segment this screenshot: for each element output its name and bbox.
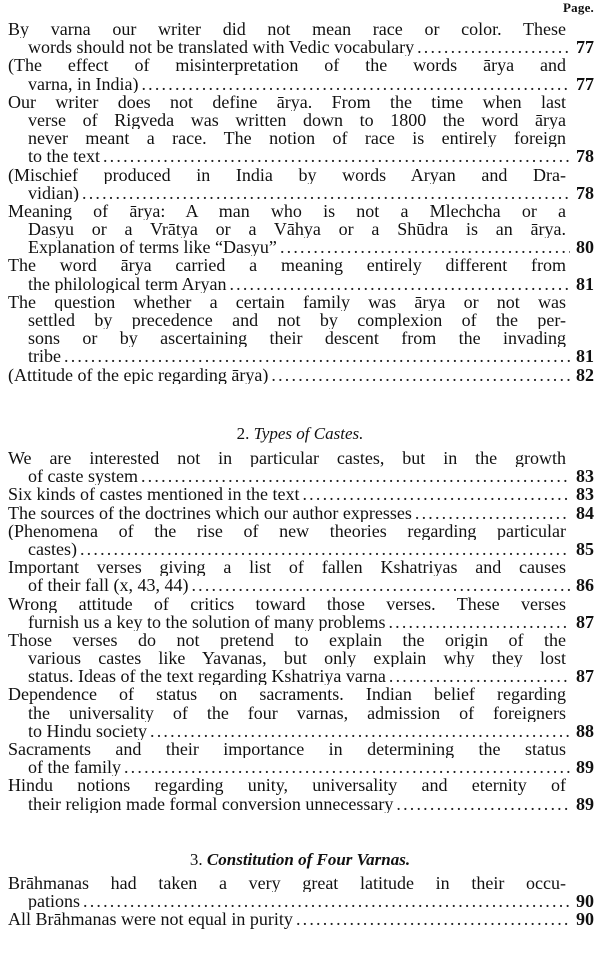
dot-leader	[302, 485, 570, 503]
toc-entry-line	[8, 595, 594, 613]
toc-entry-text: the philological term Aryan	[28, 274, 227, 293]
toc-entry-line	[8, 704, 594, 722]
toc-entry-text: (Mischief produced in India by words Aryan and Dra-	[8, 165, 566, 184]
toc-entry-text: never meant a race. The notion of race is entirely foreign	[28, 129, 566, 148]
toc-entry-line	[8, 449, 594, 467]
page-number: 77	[576, 74, 594, 93]
toc-entry-line	[8, 667, 594, 685]
toc-entry-text: settled by precedence and not by complexion of the per-	[28, 311, 566, 330]
section-2-heading	[0, 424, 600, 444]
toc-entry-line	[8, 202, 594, 220]
page-number: 83	[576, 485, 594, 504]
toc-entry-line	[8, 220, 594, 238]
toc-entry-text: Explanation of terms like “Dasyu”	[28, 238, 277, 257]
toc-block-section-2	[8, 449, 594, 813]
toc-entry-text: Wrong attitude of critics toward those verses. These verses	[8, 594, 566, 613]
toc-entry	[8, 631, 594, 686]
toc-entry-line	[8, 910, 594, 928]
toc-entry	[8, 93, 594, 166]
toc-entry-text: to Hindu society	[28, 721, 147, 740]
toc-entry-line	[8, 56, 594, 74]
toc-entry	[8, 293, 594, 366]
toc-entry-line	[8, 504, 594, 522]
toc-entry-text: (The effect of misinterpretation of the words ārya and	[8, 56, 566, 75]
toc-entry-text: The question whether a certain family was ārya or not was	[8, 292, 566, 311]
toc-entry-text: verse of Rigveda was written down to 1800 the word ārya	[28, 110, 566, 130]
toc-entry-line	[8, 147, 594, 165]
toc-entry-text: sons or by ascertaining their descent from the invading	[28, 329, 566, 348]
toc-entry-text: The sources of the doctrines which our author expresses	[8, 503, 412, 522]
toc-entry-text: tribe	[28, 347, 61, 366]
toc-entry-line	[8, 631, 594, 649]
toc-entry	[8, 256, 594, 292]
toc-entry	[8, 504, 594, 522]
page-number: 87	[576, 667, 594, 686]
page-number: 78	[576, 147, 594, 166]
toc-entry-line	[8, 685, 594, 703]
page-number: 80	[576, 238, 594, 257]
toc-entry-text: to the text	[28, 147, 100, 166]
dot-leader	[141, 467, 570, 485]
dot-leader	[229, 275, 570, 293]
toc-entry-text: status. Ideas of the text regarding Kshatriya varna	[28, 667, 386, 686]
toc-entry-text: We are interested not in particular castes, but in the growth	[8, 449, 566, 468]
page-number: 90	[576, 910, 594, 929]
toc-entry-text: Those verses do not pretend to explain the origin of the	[8, 630, 566, 650]
dot-leader	[103, 147, 570, 165]
toc-entry-text: of their fall (x, 43, 44)	[28, 576, 189, 595]
toc-entry-text: varna, in India)	[28, 74, 139, 93]
toc-entry-text: (Phenomena of the rise of new theories regarding particular	[8, 521, 566, 540]
dot-leader	[388, 613, 570, 631]
toc-entry	[8, 558, 594, 594]
toc-entry-text: of the family	[28, 758, 121, 777]
page-number: 90	[576, 892, 594, 911]
toc-entry-line	[8, 238, 594, 256]
toc-block-section-3	[8, 874, 594, 929]
toc-entry	[8, 874, 594, 910]
page-number: 81	[576, 347, 594, 366]
toc-entry-line	[8, 558, 594, 576]
dot-leader	[83, 892, 570, 910]
toc-entry-line	[8, 20, 594, 38]
dot-leader	[80, 540, 570, 558]
toc-entry-text: The word ārya carried a meaning entirely different from	[8, 256, 566, 275]
section-3-heading	[0, 850, 600, 870]
section-3-number: 3.	[189, 850, 203, 869]
toc-entry-line	[8, 184, 594, 202]
toc-entry-line	[8, 111, 594, 129]
section-2-number: 2.	[236, 424, 250, 443]
section-2-title: Types of Castes.	[253, 424, 364, 443]
dot-leader	[64, 347, 570, 365]
toc-entry-text: of caste system	[28, 467, 138, 486]
toc-entry-text: the universality of the four varnas, admission of foreigners	[28, 703, 566, 722]
dot-leader	[191, 576, 570, 594]
toc-entry	[8, 166, 594, 202]
toc-entry-text: Meaning of ārya: A man who is not a Mlechcha or a	[8, 201, 566, 221]
toc-entry-line	[8, 366, 594, 384]
toc-entry-line	[8, 576, 594, 594]
page-number: 77	[576, 38, 594, 57]
dot-leader	[271, 366, 570, 384]
toc-entry-line	[8, 467, 594, 485]
dot-leader	[417, 38, 570, 56]
toc-entry-line	[8, 795, 594, 813]
toc-entry-line	[8, 892, 594, 910]
page-number: 85	[576, 539, 594, 559]
toc-entry-text: their religion made formal conversion unnecessary	[28, 794, 394, 813]
toc-entry-text: (Attitude of the epic regarding ārya)	[8, 365, 269, 384]
toc-entry	[8, 776, 594, 812]
page-number: 86	[576, 576, 594, 595]
page-number: 83	[576, 467, 594, 486]
page-number: 87	[576, 612, 594, 631]
toc-entry	[8, 522, 594, 558]
toc-entry	[8, 202, 594, 257]
toc-entry	[8, 485, 594, 503]
section-3-title: Constitution of Four Varnas.	[206, 850, 411, 869]
toc-entry-line	[8, 540, 594, 558]
dot-leader	[396, 795, 570, 813]
toc-entry-line	[8, 256, 594, 274]
dot-leader	[124, 758, 570, 776]
toc-entry-line	[8, 758, 594, 776]
page-number: 84	[576, 503, 594, 522]
toc-entry-text: Brāhmanas had taken a very great latitude in their occu-	[8, 874, 566, 893]
dot-leader	[389, 667, 570, 685]
dot-leader	[415, 504, 570, 522]
page-number: 88	[576, 721, 594, 740]
toc-entry	[8, 366, 594, 384]
toc-entry-line	[8, 522, 594, 540]
toc-entry-line	[8, 722, 594, 740]
dot-leader	[296, 910, 570, 928]
toc-entry	[8, 20, 594, 56]
toc-entry	[8, 740, 594, 776]
dot-leader	[150, 722, 570, 740]
toc-entry-text: Sacraments and their importance in determining the status	[8, 740, 566, 759]
toc-entry-text: Hindu notions regarding unity, universality and eternity of	[8, 776, 566, 795]
toc-entry-line	[8, 166, 594, 184]
toc-entry	[8, 56, 594, 92]
toc-entry-line	[8, 485, 594, 503]
toc-entry-line	[8, 347, 594, 365]
toc-entry	[8, 910, 594, 928]
toc-entry-line	[8, 649, 594, 667]
toc-entry-text: Dependence of status on sacraments. Indian belief regarding	[8, 685, 566, 704]
dot-leader	[280, 238, 570, 256]
toc-entry-line	[8, 38, 594, 56]
toc-entry-text: vidian)	[28, 183, 79, 202]
toc-entry-text: Six kinds of castes mentioned in the text	[8, 485, 300, 504]
dot-leader	[141, 75, 570, 93]
toc-entry-line	[8, 129, 594, 147]
toc-entry-line	[8, 75, 594, 93]
toc-entry-text: By varna our writer did not mean race or color. These	[8, 20, 566, 39]
toc-entry-line	[8, 776, 594, 794]
toc-entry-line	[8, 311, 594, 329]
toc-entry-text: Important verses giving a list of fallen Kshatriyas and causes	[8, 558, 566, 577]
toc-entry-line	[8, 93, 594, 111]
toc-block-top	[8, 20, 594, 384]
toc-entry-line	[8, 613, 594, 631]
toc-entry-text: words should not be translated with Vedic vocabulary	[28, 38, 415, 57]
dot-leader	[82, 184, 570, 202]
toc-entry	[8, 685, 594, 740]
page-number: 89	[576, 758, 594, 777]
page-number: 82	[576, 365, 594, 384]
toc-entry-text: castes)	[28, 539, 77, 559]
toc-entry-text: various castes like Yavanas, but only explain why they lost	[28, 649, 566, 668]
toc-entry	[8, 595, 594, 631]
page-number: 78	[576, 183, 594, 202]
toc-entry-line	[8, 275, 594, 293]
toc-entry-line	[8, 874, 594, 892]
toc-entry	[8, 449, 594, 485]
toc-entry-text: Dasyu or a Vrātya or a Vāhya or a Shūdra is an ārya.	[28, 220, 566, 239]
toc-entry-text: pations	[28, 892, 80, 911]
toc-entry-line	[8, 329, 594, 347]
toc-entry-line	[8, 293, 594, 311]
toc-entry-text: Our writer does not define ārya. From the time when last	[8, 92, 566, 111]
toc-entry-text: furnish us a key to the solution of many problems	[28, 612, 386, 631]
page-column-header: Page.	[563, 0, 594, 15]
page-number: 89	[576, 794, 594, 813]
toc-entry-text: All Brāhmanas were not equal in purity	[8, 910, 293, 929]
toc-entry-line	[8, 740, 594, 758]
page-number: 81	[576, 274, 594, 293]
